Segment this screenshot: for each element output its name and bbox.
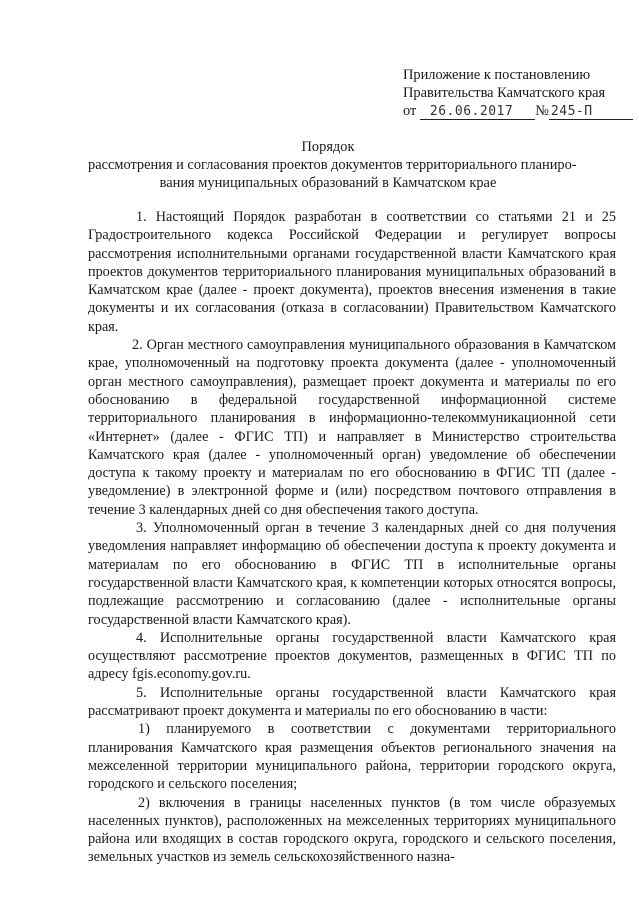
appendix-block: [403, 66, 633, 120]
title-line-1: Порядок: [301, 139, 355, 155]
appendix-line-1: Приложение к постановлению: [403, 67, 591, 83]
number-label: №: [535, 103, 549, 119]
title-line-3: вания муниципальных образований в Камчатском крае: [159, 175, 497, 191]
document-title: [88, 138, 577, 192]
handwritten-date: 26.06.2017: [420, 105, 535, 120]
subparagraph-1: 1) планируемого в соответствии с документами территориального планирования Камчатского края размещения объектов регионального значения на межселенной территории муниципального района, территории городского округа, городского и сельского поселения;: [88, 721, 616, 793]
title-line-2: рассмотрения и согласования проектов документов территориального планиро-: [88, 157, 577, 173]
paragraph-1: 1. Настоящий Порядок разработан в соответствии со статьями 21 и 25 Градостроительного кодекса Российской Федерации и регулирует вопросы рассмотрения исполнительными органами государственной власти Камчатского края проектов документов территориального планирования муниципальных образований в Камчатском крае (далее - проект документа), проектов внесения изменения в такие документы и их согласования (отказа в согласовании) Правительством Камчатского края.: [88, 209, 616, 335]
handwritten-number: 245-П: [549, 105, 633, 120]
appendix-line-2: Правительства Камчатского края: [403, 85, 606, 101]
document-body: [88, 208, 616, 867]
paragraph-2: 2. Орган местного самоуправления муниципального образования в Камчатском крае, уполномоченный на подготовку проекта документа (далее - уполномоченный орган местного самоуправления), размещает проект документа и материалы по его обоснованию в федеральной государственной информационной системе территориального планирования в информационно-телекоммуникационной сети «Интернет» (далее - ФГИС ТП) и направляет в Министерство строительства Камчатского края (далее - уполномоченный орган) уведомление об обеспечении доступа к такому проекту и материалам по его обоснованию в ФГИС ТП (далее - уведомление) в электронной форме и (или) посредством почтового отправления в течение 3 календарных дней со дня обеспечения такого доступа.: [88, 337, 616, 518]
paragraph-3: 3. Уполномоченный орган в течение 3 календарных дней со дня получения уведомления направляет информацию об обеспечении доступа к проекту документа и материалам по его обоснованию в ФГИС ТП в исполнительные органы государственной власти Камчатского края, к компетенции которых относятся вопросы, подлежащие рассмотрению и согласованию (далее - исполнительные органы государственной власти Камчатского края).: [88, 520, 616, 628]
paragraph-4: 4. Исполнительные органы государственной власти Камчатского края осуществляют рассмотрение проектов документов, размещенных в ФГИС ТП по адресу fgis.economy.gov.ru.: [88, 629, 616, 683]
paragraph-5: 5. Исполнительные органы государственной власти Камчатского края рассматривают проект документа и материалы по его обоснованию в части:: [88, 684, 616, 720]
appendix-date-row: [403, 102, 633, 120]
date-prefix: от: [403, 103, 417, 119]
subparagraph-2: 2) включения в границы населенных пунктов (в том числе образуемых населенных пунктов), расположенных на межселенных территориях муниципального района или входящих в состав городского округа, городского и сельского поселения, земельных участков из земель сельскохозяйственного назна-: [88, 794, 616, 866]
